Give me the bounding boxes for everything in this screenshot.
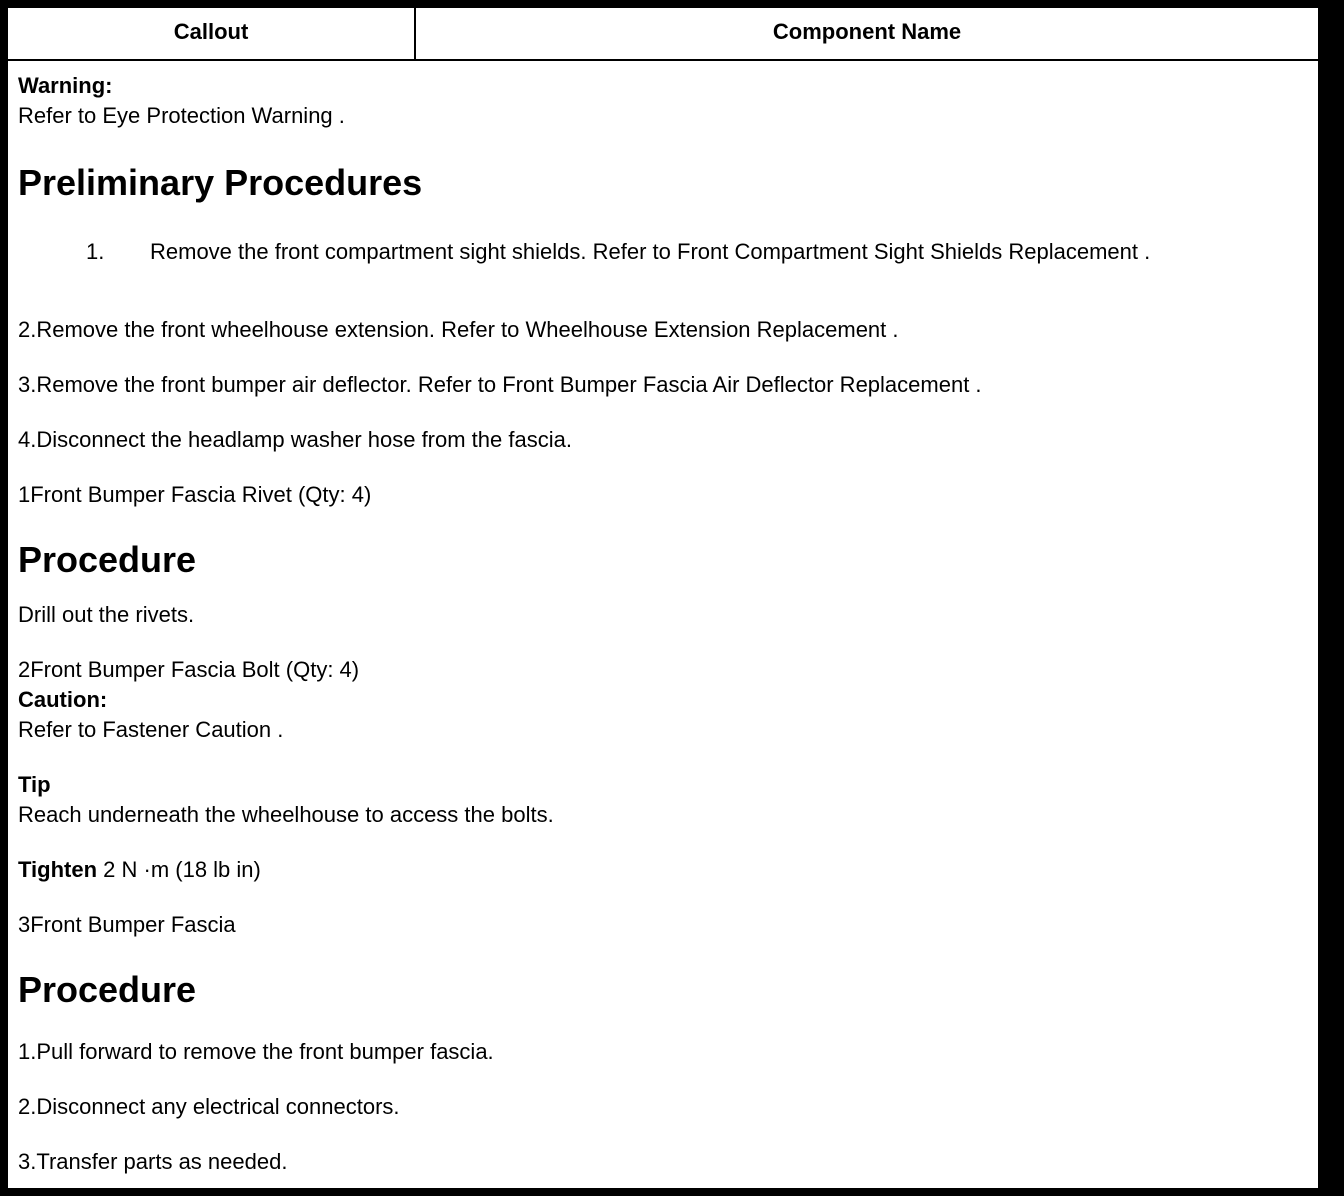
tip-label: Tip <box>18 772 51 797</box>
item3-step2: 2.Disconnect any electrical connectors. <box>18 1094 400 1119</box>
item3-step1: 1.Pull forward to remove the front bumper fascia. <box>18 1039 494 1064</box>
preliminary-step1-number: 1. <box>86 239 105 264</box>
item1-component-name: 1Front Bumper Fascia Rivet (Qty: 4) <box>18 482 372 507</box>
caution-label: Caution: <box>18 687 108 712</box>
caution-text: Refer to Fastener Caution . <box>18 717 284 742</box>
warning-label: Warning: <box>18 73 113 98</box>
item1-procedure-text: Drill out the rivets. <box>18 602 195 627</box>
item3-component-name: 3Front Bumper Fascia <box>18 912 236 937</box>
tighten-spec <box>18 857 261 883</box>
item3-procedure-heading: Procedure <box>18 969 197 1010</box>
item3-step3: 3.Transfer parts as needed. <box>18 1149 288 1174</box>
preliminary-step3: 3.Remove the front bumper air deflector. Refer to Front Bumper Fascia Air Deflector Replacement . <box>18 372 982 397</box>
item1-procedure-heading: Procedure <box>18 539 197 580</box>
document-sheet <box>5 5 1321 1191</box>
table-header-row <box>8 8 1318 61</box>
preliminary-step4: 4.Disconnect the headlamp washer hose from the fascia. <box>18 427 572 452</box>
item2-component-name: 2Front Bumper Fascia Bolt (Qty: 4) <box>18 657 360 682</box>
preliminary-procedures-heading: Preliminary Procedures <box>18 162 423 203</box>
tighten-label: Tighten <box>18 857 98 882</box>
warning-text: Refer to Eye Protection Warning . <box>18 103 345 128</box>
callout-column-header: Callout <box>8 8 416 59</box>
component-name-column-header: Component Name <box>772 18 962 44</box>
preliminary-step1-text: Remove the front compartment sight shields. Refer to Front Compartment Sight Shields Replacement . <box>150 239 1151 264</box>
tighten-value: 2 N ·m (18 lb in) <box>97 857 261 882</box>
tip-text: Reach underneath the wheelhouse to access the bolts. <box>18 802 554 827</box>
preliminary-step2: 2.Remove the front wheelhouse extension. Refer to Wheelhouse Extension Replacement . <box>18 317 899 342</box>
